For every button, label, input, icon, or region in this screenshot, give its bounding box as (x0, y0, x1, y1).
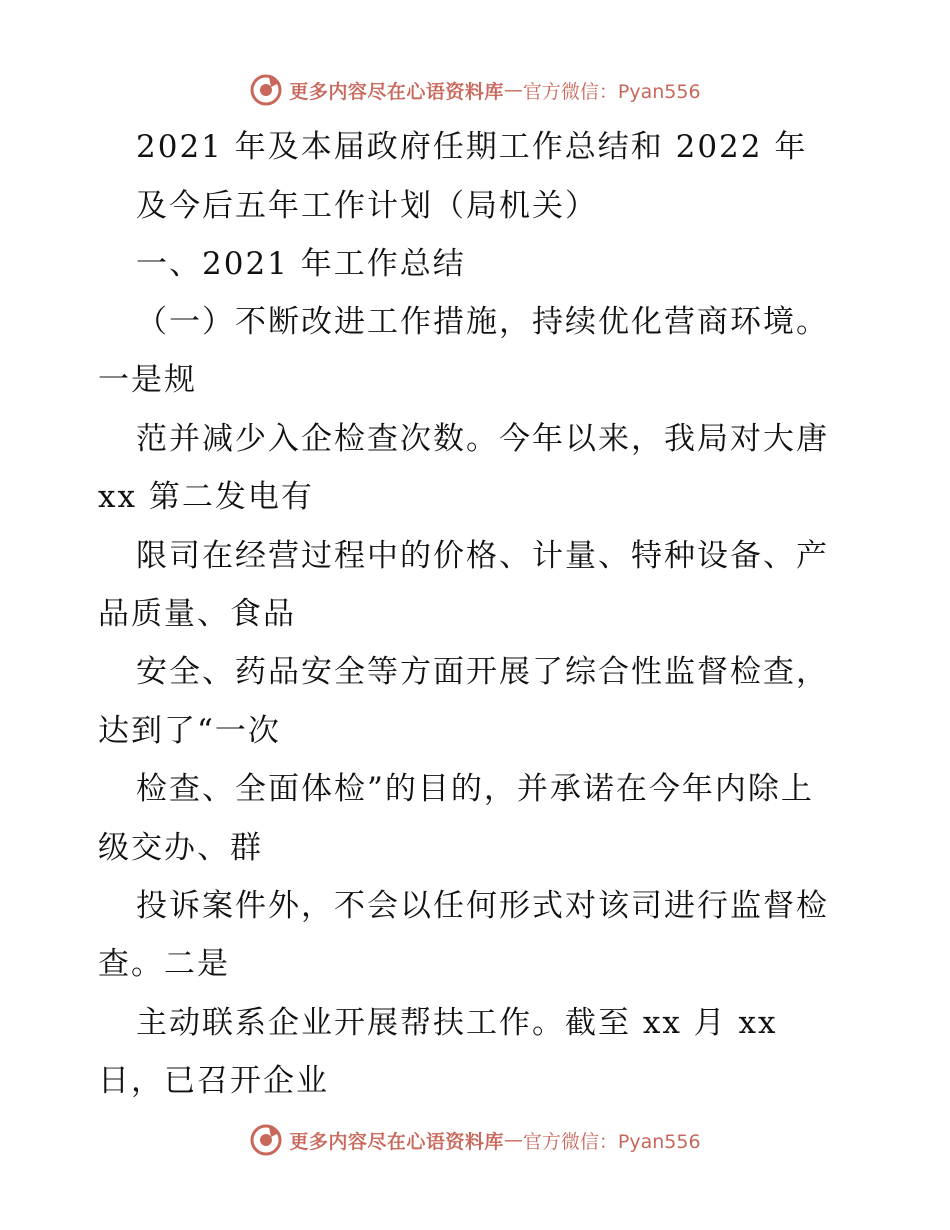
footer-banner (0, 1120, 950, 1160)
logo-icon (249, 73, 283, 107)
body-line: 日，已召开企业 (98, 1063, 329, 1099)
body-line: 投诉案件外，不会以任何形式对该司进行监督检 (136, 888, 829, 924)
body-line: 限司在经营过程中的价格、计量、特种设备、产 (136, 538, 829, 574)
banner-separator: — (503, 79, 523, 101)
header-banner (0, 70, 950, 110)
body-line: 达到了“一次 (98, 713, 281, 749)
body-line: （一）不断改进工作措施，持续优化营商环境。 (136, 304, 829, 340)
section-heading: 一、2021 年工作总结 (136, 246, 466, 282)
banner-left-text: 更多内容尽在心语资料库 (289, 80, 504, 103)
body-line: 主动联系企业开展帮扶工作。截至 xx 月 xx (136, 1005, 778, 1041)
body-line: 品质量、食品 (98, 596, 296, 632)
banner-right-text: 官方微信：Pyan556 (522, 1130, 701, 1153)
banner-right-text: 官方微信：Pyan556 (522, 80, 701, 103)
body-line: 范并减少入企检查次数。今年以来，我局对大唐 (136, 421, 829, 457)
body-line: 一是规 (98, 362, 197, 398)
body-line: 查。二是 (98, 946, 230, 982)
banner-separator: — (503, 1129, 523, 1151)
body-line: 级交办、群 (98, 830, 263, 866)
title-line-2: 及今后五年工作计划（局机关） (136, 188, 598, 224)
body-line: 安全、药品安全等方面开展了综合性监督检查， (136, 654, 829, 690)
body-line: 检查、全面体检”的目的，并承诺在今年内除上 (136, 771, 814, 807)
title-line-1: 2021 年及本届政府任期工作总结和 2022 年 (136, 129, 808, 165)
banner-left-text: 更多内容尽在心语资料库 (289, 1130, 504, 1153)
body-line: xx 第二发电有 (98, 479, 314, 515)
logo-icon (249, 1123, 283, 1157)
